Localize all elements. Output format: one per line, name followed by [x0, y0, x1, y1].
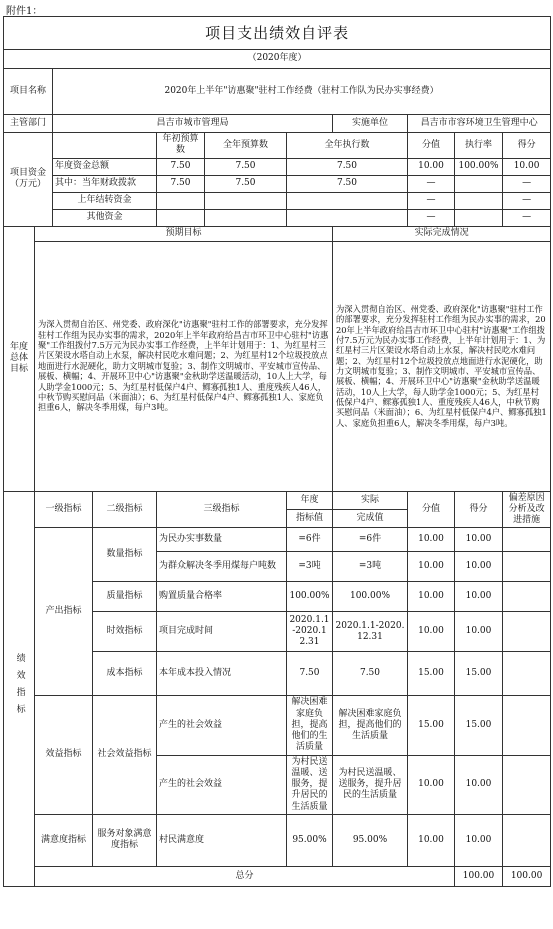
impl-unit-value: 昌吉市市容环境卫生管理中心	[408, 115, 551, 133]
level3-cell: 为群众解决冬季用煤每户吨数	[157, 552, 287, 582]
analysis-cell	[503, 582, 551, 612]
funds-header-score-value: 分值	[408, 133, 455, 159]
score-value-header: 分值	[408, 491, 455, 528]
project-name-label: 项目名称	[4, 69, 53, 115]
year-header: 年度	[287, 491, 333, 510]
form-year: （2020年度）	[4, 50, 551, 69]
funds-row-score-value: —	[408, 192, 455, 209]
funds-row-initial: 7.50	[157, 175, 205, 192]
actual-cell: 7.50	[333, 652, 408, 696]
level2-cell: 质量指标	[93, 582, 157, 612]
funds-row-rate	[455, 209, 503, 226]
evaluation-table	[3, 16, 551, 887]
funds-row-name: 其中：当年财政拨款	[53, 175, 157, 192]
actual-cell: 2020.1.1-2020.12.31	[333, 612, 408, 652]
score-cell: 10.00	[455, 755, 503, 814]
funds-row-score: 10.00	[503, 158, 551, 175]
level2-cell: 时效指标	[93, 612, 157, 652]
analysis-cell	[503, 528, 551, 552]
score-cell: 15.00	[455, 696, 503, 755]
funds-row-score: —	[503, 175, 551, 192]
funds-row-initial	[157, 209, 205, 226]
score-cell: 10.00	[455, 528, 503, 552]
level1-header: 一级指标	[35, 491, 93, 528]
impl-unit-label: 实施单位	[333, 115, 408, 133]
actual-header: 实际	[333, 491, 408, 510]
actual-cell: 为村民送温暖、送服务，提升居民的生活质量	[333, 755, 408, 814]
level3-cell: 项目完成时间	[157, 612, 287, 652]
performance-label: 绩效指标	[4, 491, 35, 886]
funds-header-blank	[53, 133, 157, 159]
analysis-cell	[503, 814, 551, 866]
funds-row-annual	[205, 209, 287, 226]
benefit-group-label: 效益指标	[35, 696, 93, 815]
score-value-cell: 15.00	[408, 696, 455, 755]
score-cell: 10.00	[455, 582, 503, 612]
funds-header-rate: 执行率	[455, 133, 503, 159]
analysis-cell	[503, 612, 551, 652]
funds-header-score: 得分	[503, 133, 551, 159]
total-score: 100.00	[503, 866, 551, 886]
level2-cell: 社会效益指标	[93, 696, 157, 815]
level3-cell: 产生的社会效益	[157, 755, 287, 814]
funds-row-score-value: —	[408, 209, 455, 226]
level2-cell: 数量指标	[93, 528, 157, 582]
level3-header: 三级指标	[157, 491, 287, 528]
score-value-cell: 10.00	[408, 755, 455, 814]
project-name-value: 2020年上半年"访惠聚"驻村工作经费（驻村工作队为民办实事经费）	[53, 69, 551, 115]
target-cell: 95.00%	[287, 814, 333, 866]
funds-row-score-value: 10.00	[408, 158, 455, 175]
funds-label: 项目资金（万元）	[4, 133, 53, 227]
score-cell: 15.00	[455, 652, 503, 696]
total-score-value: 100.00	[455, 866, 503, 886]
funds-row	[4, 175, 551, 192]
level2-header: 二级指标	[93, 491, 157, 528]
funds-row-annual: 7.50	[205, 158, 287, 175]
level3-cell: 购置质量合格率	[157, 582, 287, 612]
output-group-label: 产出指标	[35, 528, 93, 696]
score-value-cell: 15.00	[408, 652, 455, 696]
level3-cell: 为民办实事数量	[157, 528, 287, 552]
funds-row-rate	[455, 192, 503, 209]
actual-cell: 100.00%	[333, 582, 408, 612]
expected-goal-text: 为深入贯彻自治区、州党委、政府深化"访惠聚"驻村工作的部署要求，充分发挥驻村工作组为民办实事的需求，2020年上半年政府给昌吉市环卫中心驻村"访惠聚"工作组拨付7.5万元为民办实事工作经费，上半年计划用于：1、为红星村三片区架设水塔自动上水泵，解决村民吃水难问题；2、为红星村12个垃圾投放点地面进行水泥硬化，助力文明城市复验；3、制作文明城市、平安城市宣传品、展板、横幅；4、开展环卫中心"访惠聚"金秋助学送温暖活动，10人上大学，每人助学金1000元；5、为红星村低保户4户、鳏寡孤独1人、重度残疾人46人，中秋节购买慰问品（米面油）；6、为红星村低保户4户、鳏寡孤独1人、家庭负担重6人，解决冬季用煤，每户3吨。	[35, 241, 333, 491]
actual-sub-header: 完成值	[333, 510, 408, 528]
score-cell: 10.00	[455, 612, 503, 652]
level3-cell: 村民满意度	[157, 814, 287, 866]
funds-row-score-value: —	[408, 175, 455, 192]
funds-row-rate	[455, 175, 503, 192]
funds-row-annual: 7.50	[205, 175, 287, 192]
funds-row-executed	[287, 192, 408, 209]
funds-row-name: 其他资金	[53, 209, 157, 226]
funds-row-initial	[157, 192, 205, 209]
funds-row-initial: 7.50	[157, 158, 205, 175]
funds-row-executed	[287, 209, 408, 226]
score-value-cell: 10.00	[408, 528, 455, 552]
actual-cell: 95.00%	[333, 814, 408, 866]
target-cell: 解决困难家庭负担，提高他们的生活质量	[287, 696, 333, 755]
funds-row	[4, 192, 551, 209]
annual-goal-label: 年度总体目标	[4, 226, 35, 491]
funds-row-name: 上年结转资金	[53, 192, 157, 209]
year-sub-header: 指标值	[287, 510, 333, 528]
analysis-cell	[503, 552, 551, 582]
score-cell: 10.00	[455, 814, 503, 866]
indicator-row	[4, 814, 551, 866]
score-value-cell: 10.00	[408, 582, 455, 612]
satisfaction-group-label: 满意度指标	[35, 814, 93, 866]
funds-row-executed: 7.50	[287, 175, 408, 192]
funds-row-annual	[205, 192, 287, 209]
actual-cell: 解决困难家庭负担，提高他们的生活质量	[333, 696, 408, 755]
analysis-cell	[503, 652, 551, 696]
expected-goal-header: 预期目标	[35, 226, 333, 241]
dept-label: 主管部门	[4, 115, 53, 133]
target-cell: =3吨	[287, 552, 333, 582]
level2-cell: 服务对象满意度指标	[93, 814, 157, 866]
analysis-cell	[503, 755, 551, 814]
funds-header-annual: 全年预算数	[205, 133, 287, 159]
score-value-cell: 10.00	[408, 612, 455, 652]
actual-goal-text: 为深入贯彻自治区、州党委、政府深化"访惠聚"驻村工作的部署要求，充分发挥驻村工作组为民办实事的需求，2020年上半年政府给昌吉市环卫中心驻村"访惠聚"工作组拨付7.5万元为民办实事工作经费，上半年计划用于：1、为红星村三片区架设水塔自动上水泵，解决村民吃水难问题；2、为红星村12个垃圾投放点地面进行水泥硬化，助力文明城市复验；3、制作文明城市、平安城市宣传品、展板、横幅；4、开展环卫中心"访惠聚"金秋助学送温暖活动，10人上大学，每人助学金1000元；5、为红星村低保户4户、鳏寡孤独1人、重度残疾人46人，中秋节购买慰问品（米面油）；6、为红星村低保户4户、鳏寡孤独1人、家庭负担重6人，解决冬季用煤，每户3吨。	[333, 241, 551, 491]
indicator-row	[4, 696, 551, 755]
analysis-cell	[503, 696, 551, 755]
dept-value: 昌吉市城市管理局	[53, 115, 333, 133]
score-value-cell: 10.00	[408, 814, 455, 866]
score-header: 得分	[455, 491, 503, 528]
level3-cell: 本年成本投入情况	[157, 652, 287, 696]
funds-row-rate: 100.00%	[455, 158, 503, 175]
target-cell: 2020.1.1-2020.12.31	[287, 612, 333, 652]
actual-cell: =6件	[333, 528, 408, 552]
funds-row	[4, 209, 551, 226]
target-cell: 100.00%	[287, 582, 333, 612]
score-cell: 10.00	[455, 552, 503, 582]
attachment-label: 附件1：	[6, 6, 43, 17]
funds-row-score: —	[503, 192, 551, 209]
target-cell: =6件	[287, 528, 333, 552]
funds-row-score: —	[503, 209, 551, 226]
target-cell: 7.50	[287, 652, 333, 696]
score-value-cell: 10.00	[408, 552, 455, 582]
funds-row-name: 年度资金总额	[53, 158, 157, 175]
indicator-row	[4, 528, 551, 552]
funds-header-executed: 全年执行数	[287, 133, 408, 159]
level2-cell: 成本指标	[93, 652, 157, 696]
funds-header-initial: 年初预算数	[157, 133, 205, 159]
actual-cell: =3吨	[333, 552, 408, 582]
analysis-header: 偏差原因分析及改进措施	[503, 491, 551, 528]
form-title: 项目支出绩效自评表	[4, 17, 551, 50]
total-label: 总分	[35, 866, 455, 886]
level3-cell: 产生的社会效益	[157, 696, 287, 755]
funds-row	[4, 158, 551, 175]
target-cell: 为村民送温暖、送服务，提升居民的生活质量	[287, 755, 333, 814]
actual-goal-header: 实际完成情况	[333, 226, 551, 241]
funds-row-executed: 7.50	[287, 158, 408, 175]
